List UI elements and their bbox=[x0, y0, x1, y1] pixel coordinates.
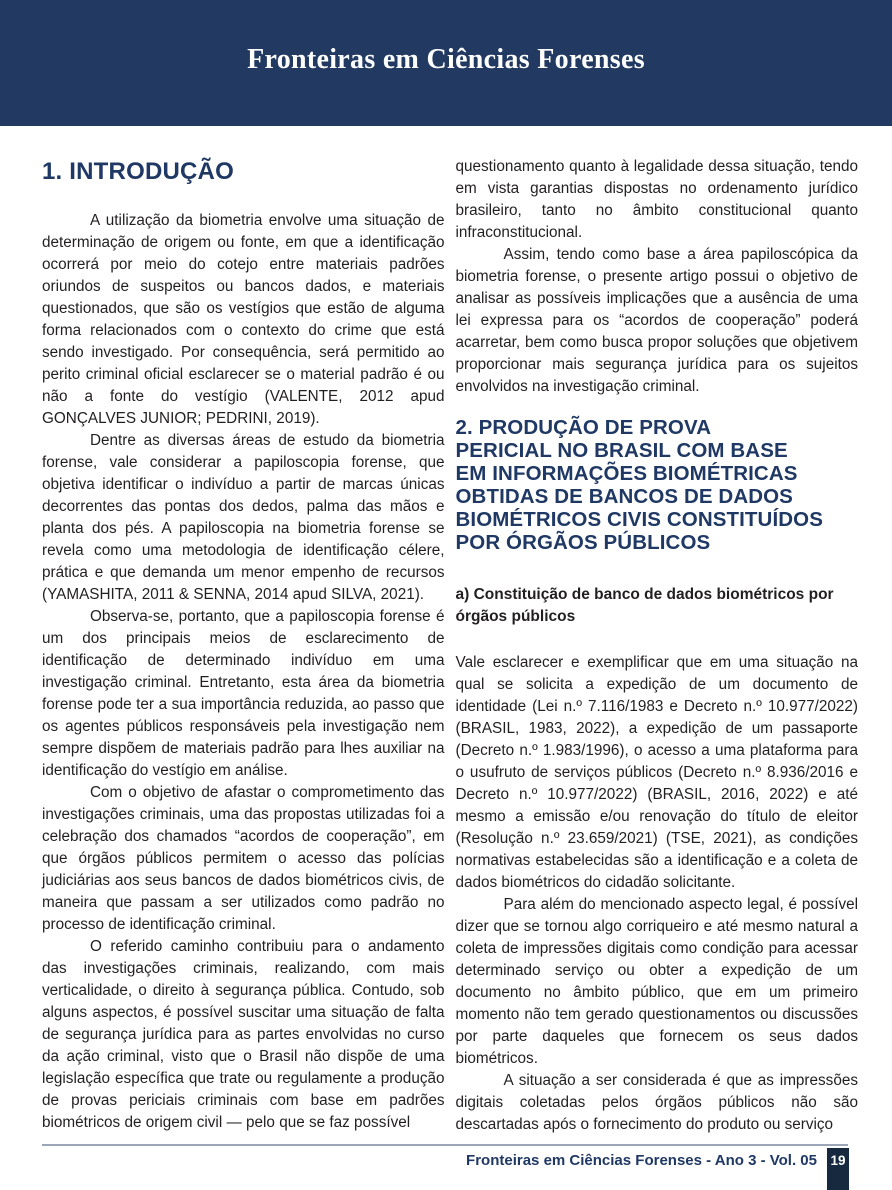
paragraph: A utilização da biometria envolve uma situação de determinação de origem ou fonte, em que a identificação ocorrerá por meio do cotejo entre materiais padrões oriundos de suspeitos ou bancos dados, e materiais questionados, que são os vestígios que estão de alguma forma relacionados com o contexto do crime que está sendo investigado. Por consequência, será permitido ao perito criminal oficial esclarecer se o material padrão é ou não a fonte do vestígio (VALENTE, 2012 apud GONÇALVES JUNIOR; PEDRINI, 2019). bbox=[42, 212, 445, 427]
paragraph: Dentre as diversas áreas de estudo da biometria forense, vale considerar a papiloscopia forense, que objetiva identificar o indivíduo a partir de marcas únicas decorrentes das pontas dos dedos, palma das mãos e planta dos pés. A papiloscopia na biometria forense se revela como uma metodologia de identificação célere, prática e que demanda um menor empenho de recursos (YAMASHITA, 2011 & SENNA, 2014 apud SILVA, 2021). bbox=[42, 432, 445, 603]
paragraph: O referido caminho contribuiu para o andamento das investigações criminais, realizando, com mais verticalidade, o direito à segurança pública. Contudo, sob alguns aspectos, é possível suscitar uma situação de falta de segurança jurídica para as partes envolvidas no curso da ação criminal, visto que o Brasil não dispõe de uma legislação específica que trate ou regulamente a produção de provas periciais criminais com base em padrões biométricos de origem civil — pelo que se faz possível bbox=[42, 938, 445, 1131]
section-2-heading-line: EM INFORMAÇÕES BIOMÉTRICAS bbox=[455, 462, 798, 485]
article-body bbox=[42, 150, 858, 1136]
paragraph-continuation: questionamento quanto à legalidade dessa situação, tendo em vista garantias dispostas no ordenamento jurídico brasileiro, tanto no âmbito constitucional quanto infraconstitucional. bbox=[455, 158, 858, 241]
section-2-heading bbox=[456, 416, 859, 554]
section-2-heading-line: PERICIAL NO BRASIL COM BASE bbox=[455, 439, 788, 462]
paragraph: Assim, tendo como base a área papiloscópica da biometria forense, o presente artigo possui o objetivo de analisar as possíveis implicações que a ausência de uma lei expressa para os “acordos de cooperação” poderá acarretar, bem como busca propor soluções que objetivem proporcionar mais segurança jurídica para os sujeitos envolvidos na investigação criminal. bbox=[455, 246, 858, 395]
section-1-heading: 1. INTRODUÇÃO bbox=[42, 158, 234, 185]
paragraph: Com o objetivo de afastar o comprometimento das investigações criminais, uma das propostas utilizadas foi a celebração dos chamados “acordos de cooperação”, em que órgãos públicos permitem o acesso das polícias judiciárias aos seus bancos de dados biométricos civis, de maneira que passam a ser utilizados como padrão no processo de identificação criminal. bbox=[42, 784, 445, 933]
page-number-badge: 19 bbox=[827, 1148, 849, 1190]
section-2-heading-line: 2. PRODUÇÃO DE PROVA bbox=[455, 416, 712, 439]
section-2-heading-line: OBTIDAS DE BANCOS DE DADOS bbox=[455, 485, 793, 508]
section-2-heading-line: BIOMÉTRICOS CIVIS CONSTITUÍDOS bbox=[455, 508, 823, 531]
subsection-a-heading: a) Constituição de banco de dados biométricos por órgãos públicos bbox=[455, 586, 834, 625]
left-column bbox=[42, 150, 445, 1136]
paragraph: Observa-se, portanto, que a papiloscopia forense é um dos principais meios de esclarecimento de identificação de determinado indivíduo em uma investigação criminal. Entretanto, esta área da biometria forense pode ter a sua importância reduzida, ao passo que os agentes públicos responsáveis pela investigação nem sempre dispõem de materiais padrão para lhes auxiliar na identificação do vestígio em análise. bbox=[42, 608, 445, 779]
right-column bbox=[456, 150, 859, 1136]
journal-header-band bbox=[0, 0, 892, 126]
paragraph: Vale esclarecer e exemplificar que em uma situação na qual se solicita a expedição de um documento de identidade (Lei n.º 7.116/1983 e Decreto n.º 10.977/2022) (BRASIL, 1983, 2022), a expedição de um passaporte (Decreto n.º 1.983/1996), o acesso a uma plataforma para o usufruto de serviços públicos (Decreto n.º 8.936/2016 e Decreto n.º 10.977/2022) (BRASIL, 2016, 2022) e até mesmo a emissão e/ou renovação do título de eleitor (Resolução n.º 23.659/2021) (TSE, 2021), as condições normativas estabelecidas são a identificação e a coleta de dados biométricos do cidadão solicitante. bbox=[455, 654, 858, 891]
footer-divider bbox=[42, 1144, 848, 1146]
section-2-heading-line: POR ÓRGÃOS PÚBLICOS bbox=[455, 531, 711, 554]
footer-journal-line: Fronteiras em Ciências Forenses - Ano 3 - Vol. 05 bbox=[466, 1152, 817, 1169]
journal-title: Fronteiras em Ciências Forenses bbox=[247, 44, 645, 75]
paragraph: A situação a ser considerada é que as impressões digitais coletadas pelos órgãos públicos não são descartadas após o fornecimento do produto ou serviço bbox=[455, 1072, 858, 1133]
paragraph: Para além do mencionado aspecto legal, é possível dizer que se tornou algo corriqueiro e até mesmo natural a coleta de impressões digitais como condição para acessar determinado serviço ou obter a expedição de um documento no âmbito público, que em um primeiro momento não tem gerado questionamentos ou discussões por parte daqueles que fornecem os seus dados biométricos. bbox=[455, 896, 858, 1067]
